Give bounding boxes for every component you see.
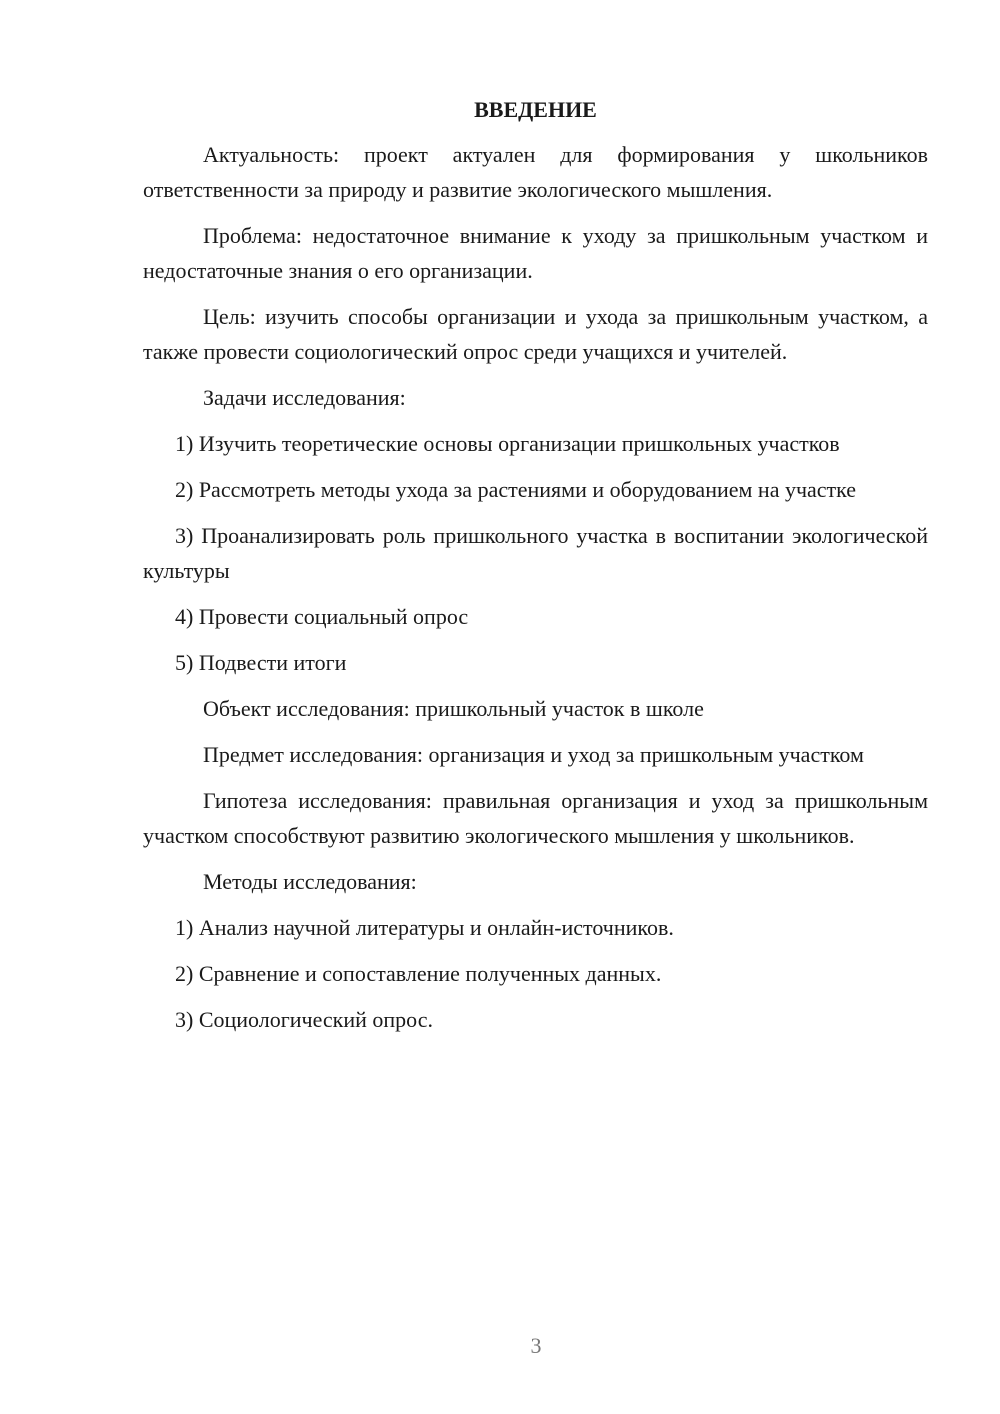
relevance-paragraph: Актуальность: проект актуален для формирования у школьников ответственности за природу и развитие экологического мышления. bbox=[143, 142, 928, 202]
task-item-5: 5) Подвести итоги bbox=[175, 650, 347, 675]
section-title: ВВЕДЕНИЕ bbox=[474, 97, 597, 122]
method-item-3: 3) Социологический опрос. bbox=[175, 1007, 433, 1032]
subject-paragraph: Предмет исследования: организация и уход за пришкольным участком bbox=[203, 742, 864, 767]
goal-paragraph: Цель: изучить способы организации и ухода за пришкольным участком, а также провести социологический опрос среди учащихся и учителей. bbox=[143, 304, 928, 364]
hypothesis-paragraph: Гипотеза исследования: правильная организация и уход за пришкольным участком способствуют развитию экологического мышления у школьников. bbox=[143, 788, 928, 848]
object-paragraph: Объект исследования: пришкольный участок в школе bbox=[203, 696, 704, 721]
problem-paragraph: Проблема: недостаточное внимание к уходу за пришкольным участком и недостаточные знания о его организации. bbox=[143, 223, 928, 283]
task-item-2: 2) Рассмотреть методы ухода за растениями и оборудованием на участке bbox=[175, 477, 857, 502]
page-number: 3 bbox=[530, 1333, 542, 1358]
method-item-2: 2) Сравнение и сопоставление полученных данных. bbox=[175, 961, 662, 986]
tasks-heading: Задачи исследования: bbox=[203, 385, 406, 410]
task-item-3: 3) Проанализировать роль пришкольного участка в воспитании экологической культуры bbox=[143, 523, 928, 583]
document-page bbox=[143, 92, 928, 1048]
method-item-1: 1) Анализ научной литературы и онлайн-источников. bbox=[175, 915, 674, 940]
task-item-4: 4) Провести социальный опрос bbox=[175, 604, 469, 629]
task-item-1: 1) Изучить теоретические основы организации пришкольных участков bbox=[175, 431, 840, 456]
methods-heading: Методы исследования: bbox=[203, 869, 417, 894]
